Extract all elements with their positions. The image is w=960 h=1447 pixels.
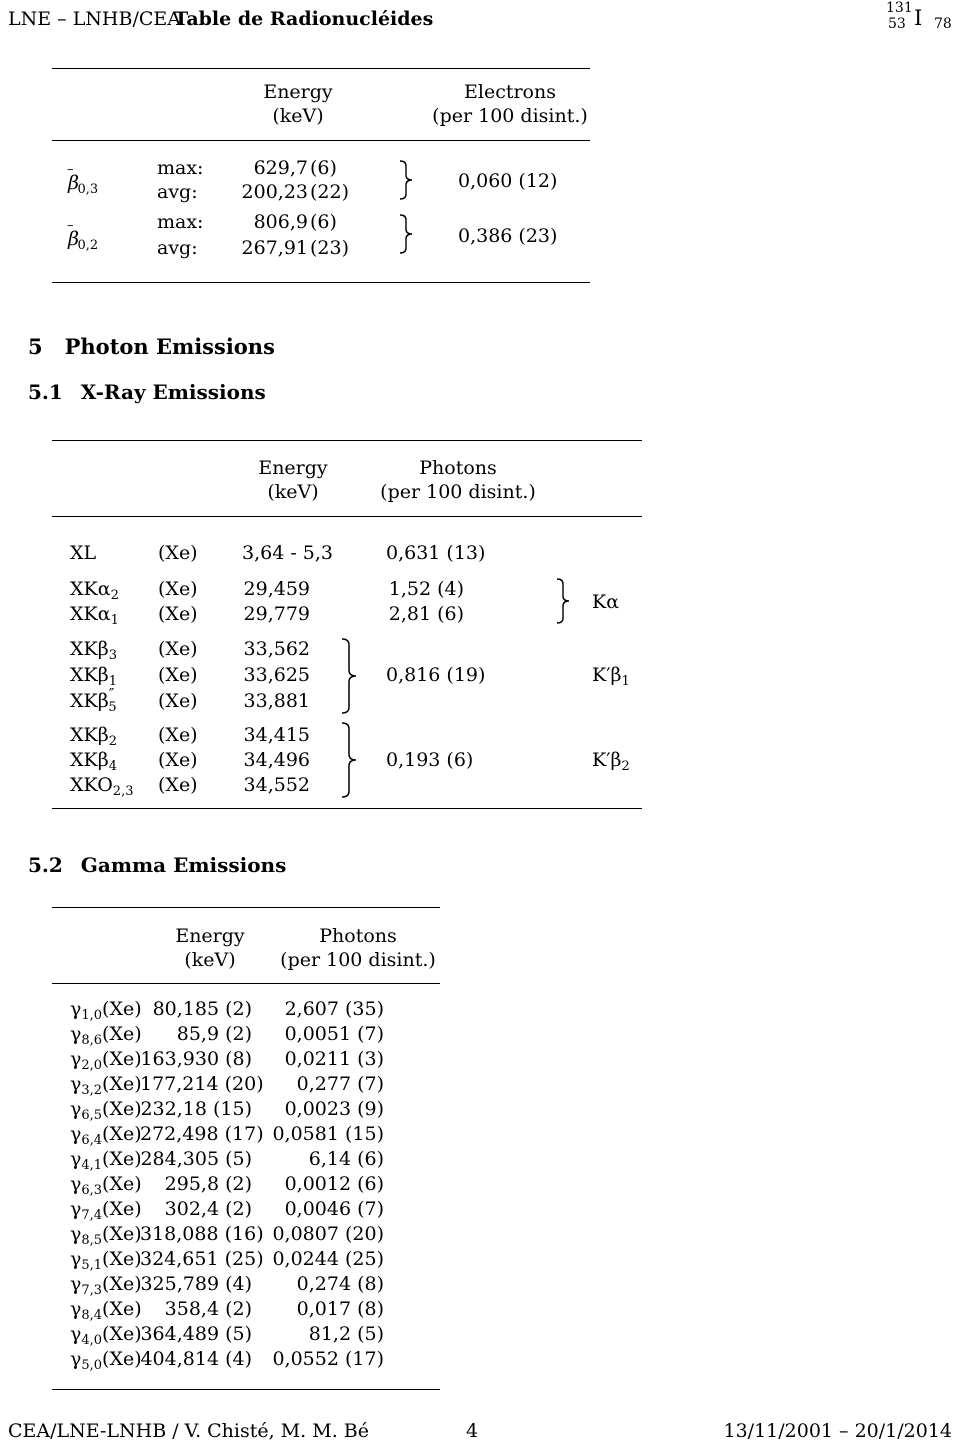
xray-row-ka1-energy: 29,779 bbox=[243, 603, 310, 625]
gamma-row-12-label: $\gamma_{8,4}(Xe)$ bbox=[70, 1298, 142, 1323]
xray-row-kb1-name: XKβ$_1$ bbox=[70, 664, 117, 689]
header-title: Table de Radionucléides bbox=[174, 8, 434, 30]
beta-0-2-label: $\beta^-_{0,2}$ bbox=[66, 218, 99, 253]
xray-row-ka1-photons: 2,81 (6) bbox=[388, 603, 464, 625]
gamma-row-11-label: $\gamma_{7,3}(Xe)$ bbox=[70, 1273, 142, 1298]
xray-row-kb2-element: (Xe) bbox=[158, 724, 198, 746]
xray-row-kb5-energy: 33,881 bbox=[243, 690, 310, 712]
beta-0-3-brace bbox=[398, 160, 420, 200]
header-left: LNE – LNHB/CEA bbox=[8, 8, 181, 30]
gamma-row-14-photons: 0,0552 (17) bbox=[272, 1348, 384, 1370]
xray-top-rule bbox=[52, 440, 642, 441]
gamma-row-4-photons: 0,0023 (9) bbox=[284, 1098, 384, 1120]
nuclide-z: 53 bbox=[888, 16, 906, 32]
nuclide-mass: 131 bbox=[886, 0, 913, 16]
xray-kb1-label: $K'\beta_1$ bbox=[592, 664, 630, 689]
gamma-row-5-label: $\gamma_{6,4}(Xe)$ bbox=[70, 1123, 142, 1148]
beta-0-2-max-unc: (6) bbox=[310, 211, 337, 233]
xray-bottom-rule bbox=[52, 808, 642, 809]
gamma-row-10-label: $\gamma_{5,1}(Xe)$ bbox=[70, 1248, 142, 1273]
footer-page-number: 4 bbox=[466, 1420, 479, 1442]
xray-ka-label: Kα bbox=[592, 591, 620, 613]
xray-kb1-photons: 0,816 (19) bbox=[386, 664, 486, 686]
gamma-row-6-energy: 284,305 (5) bbox=[140, 1148, 252, 1170]
electrons-mid-rule bbox=[52, 140, 590, 141]
gamma-row-7-energy: 295,8 (2) bbox=[164, 1173, 252, 1195]
beta-0-2-avg-value: 267,91 bbox=[241, 237, 308, 259]
section-5-2-heading: 5.2 Gamma Emissions bbox=[28, 853, 287, 877]
beta-0-2-brace bbox=[398, 214, 420, 254]
xray-kb2-photons: 0,193 (6) bbox=[386, 749, 474, 771]
xray-row-ko-energy: 34,552 bbox=[243, 774, 310, 796]
gamma-row-11-energy: 325,789 (4) bbox=[140, 1273, 252, 1295]
xray-row-kb4-element: (Xe) bbox=[158, 749, 198, 771]
beta-0-2-max-key: max: bbox=[157, 211, 204, 233]
gamma-row-8-photons: 0,0046 (7) bbox=[284, 1198, 384, 1220]
gamma-row-9-label: $\gamma_{8,5}(Xe)$ bbox=[70, 1223, 142, 1248]
xray-row-ka2-element: (Xe) bbox=[158, 578, 198, 600]
xray-row-ka2-energy: 29,459 bbox=[243, 578, 310, 600]
gamma-row-3-label: $\gamma_{3,2}(Xe)$ bbox=[70, 1073, 142, 1098]
footer-authors: CEA/LNE-LNHB / V. Chisté, M. M. Bé bbox=[8, 1420, 369, 1442]
xray-row-kb5-name: XKβ″$_5$ bbox=[70, 685, 117, 715]
gamma-head-photons: Photons (per 100 disint.) bbox=[280, 925, 436, 971]
footer-dates: 13/11/2001 – 20/1/2014 bbox=[723, 1420, 952, 1442]
gamma-row-7-label: $\gamma_{6,3}(Xe)$ bbox=[70, 1173, 142, 1198]
section-5-heading: 5 Photon Emissions bbox=[28, 334, 275, 359]
gamma-head-energy: Energy (keV) bbox=[175, 925, 245, 971]
electrons-top-rule bbox=[52, 68, 590, 69]
gamma-row-2-energy: 163,930 (8) bbox=[140, 1048, 252, 1070]
gamma-row-2-photons: 0,0211 (3) bbox=[284, 1048, 384, 1070]
xray-head-photons: Photons (per 100 disint.) bbox=[380, 457, 536, 503]
gamma-row-8-energy: 302,4 (2) bbox=[164, 1198, 252, 1220]
gamma-bottom-rule bbox=[52, 1389, 440, 1390]
gamma-row-3-photons: 0,277 (7) bbox=[296, 1073, 384, 1095]
gamma-row-3-energy: 177,214 (20) bbox=[140, 1073, 264, 1095]
electrons-head-energy: Energy (keV) bbox=[263, 81, 333, 127]
xray-row-ko-name: $XKO_{2,3}$ bbox=[70, 774, 134, 799]
gamma-row-7-photons: 0,0012 (6) bbox=[284, 1173, 384, 1195]
xray-head-energy: Energy (keV) bbox=[258, 457, 328, 503]
nuclide-symbol: I bbox=[914, 6, 923, 30]
beta-0-3-max-value: 629,7 bbox=[253, 157, 308, 179]
beta-0-3-avg-key: avg: bbox=[157, 181, 198, 203]
gamma-row-9-energy: 318,088 (16) bbox=[140, 1223, 264, 1245]
gamma-row-14-energy: 404,814 (4) bbox=[140, 1348, 252, 1370]
gamma-row-13-energy: 364,489 (5) bbox=[140, 1323, 252, 1345]
beta-0-3-max-unc: (6) bbox=[310, 157, 337, 179]
nuclide-n: 78 bbox=[934, 16, 952, 32]
gamma-row-8-label: $\gamma_{7,4}(Xe)$ bbox=[70, 1198, 142, 1223]
nuclide-label bbox=[884, 0, 956, 36]
beta-0-2-electrons: 0,386 (23) bbox=[458, 225, 558, 247]
xray-row-kb3-name: XKβ$_3$ bbox=[70, 638, 117, 663]
xray-row-kb1-energy: 33,625 bbox=[243, 664, 310, 686]
electrons-head-count: Electrons (per 100 disint.) bbox=[432, 81, 588, 127]
gamma-row-11-photons: 0,274 (8) bbox=[296, 1273, 384, 1295]
gamma-row-0-label: $\gamma_{1,0}(Xe)$ bbox=[70, 998, 142, 1023]
beta-0-3-max-key: max: bbox=[157, 157, 204, 179]
beta-0-3-label: $\beta^-_{0,3}$ bbox=[66, 162, 99, 197]
gamma-row-4-energy: 232,18 (15) bbox=[140, 1098, 252, 1120]
gamma-row-0-photons: 2,607 (35) bbox=[284, 998, 384, 1020]
gamma-row-14-label: $\gamma_{5,0}(Xe)$ bbox=[70, 1348, 142, 1373]
gamma-top-rule bbox=[52, 907, 440, 908]
xray-row-kb4-energy: 34,496 bbox=[243, 749, 310, 771]
gamma-row-10-photons: 0,0244 (25) bbox=[272, 1248, 384, 1270]
xray-row-ka2-name: XKα$_2$ bbox=[70, 578, 119, 603]
beta-0-3-avg-unc: (22) bbox=[310, 181, 350, 203]
gamma-row-13-label: $\gamma_{4,0}(Xe)$ bbox=[70, 1323, 142, 1348]
gamma-row-0-energy: 80,185 (2) bbox=[152, 998, 252, 1020]
gamma-row-5-photons: 0,0581 (15) bbox=[272, 1123, 384, 1145]
gamma-row-5-energy: 272,498 (17) bbox=[140, 1123, 264, 1145]
xray-row-kb4-name: XKβ$_4$ bbox=[70, 749, 117, 774]
xray-mid-rule bbox=[52, 516, 642, 517]
gamma-row-6-label: $\gamma_{4,1}(Xe)$ bbox=[70, 1148, 142, 1173]
xray-row-kb2-energy: 34,415 bbox=[243, 724, 310, 746]
beta-0-2-avg-unc: (23) bbox=[310, 237, 350, 259]
xray-row-kb3-energy: 33,562 bbox=[243, 638, 310, 660]
gamma-row-10-energy: 324,651 (25) bbox=[140, 1248, 264, 1270]
electrons-bottom-rule bbox=[52, 282, 590, 283]
beta-0-2-max-value: 806,9 bbox=[253, 211, 308, 233]
xray-row-xl-element: (Xe) bbox=[158, 542, 198, 564]
gamma-row-9-photons: 0,0807 (20) bbox=[272, 1223, 384, 1245]
xray-ka-brace bbox=[555, 578, 577, 624]
beta-0-2-avg-key: avg: bbox=[157, 237, 198, 259]
section-5-1-heading: 5.1 X-Ray Emissions bbox=[28, 380, 266, 404]
xray-row-kb2-name: XKβ$_2$ bbox=[70, 724, 117, 749]
xray-kb2-label: $K'\beta_2$ bbox=[592, 749, 630, 774]
xray-kb1-brace bbox=[340, 638, 362, 714]
gamma-row-12-energy: 358,4 (2) bbox=[164, 1298, 252, 1320]
gamma-row-4-label: $\gamma_{6,5}(Xe)$ bbox=[70, 1098, 142, 1123]
gamma-row-6-photons: 6,14 (6) bbox=[308, 1148, 384, 1170]
xray-row-xl-name: XL bbox=[70, 542, 97, 564]
xray-row-kb5-element: (Xe) bbox=[158, 690, 198, 712]
gamma-row-1-label: $\gamma_{8,6}(Xe)$ bbox=[70, 1023, 142, 1048]
gamma-row-1-photons: 0,0051 (7) bbox=[284, 1023, 384, 1045]
gamma-row-13-photons: 81,2 (5) bbox=[308, 1323, 384, 1345]
gamma-row-1-energy: 85,9 (2) bbox=[176, 1023, 252, 1045]
xray-row-ka2-photons: 1,52 (4) bbox=[388, 578, 464, 600]
gamma-row-12-photons: 0,017 (8) bbox=[296, 1298, 384, 1320]
beta-0-3-electrons: 0,060 (12) bbox=[458, 170, 558, 192]
xray-row-ko-element: (Xe) bbox=[158, 774, 198, 796]
xray-row-kb3-element: (Xe) bbox=[158, 638, 198, 660]
gamma-mid-rule bbox=[52, 983, 440, 984]
xray-kb2-brace bbox=[340, 722, 362, 798]
beta-0-3-avg-value: 200,23 bbox=[241, 181, 308, 203]
xray-row-xl-energy: 3,64 - 5,3 bbox=[242, 542, 334, 564]
gamma-row-2-label: $\gamma_{2,0}(Xe)$ bbox=[70, 1048, 142, 1073]
xray-row-ka1-element: (Xe) bbox=[158, 603, 198, 625]
xray-row-xl-photons: 0,631 (13) bbox=[386, 542, 486, 564]
xray-row-kb1-element: (Xe) bbox=[158, 664, 198, 686]
xray-row-ka1-name: XKα$_1$ bbox=[70, 603, 119, 628]
